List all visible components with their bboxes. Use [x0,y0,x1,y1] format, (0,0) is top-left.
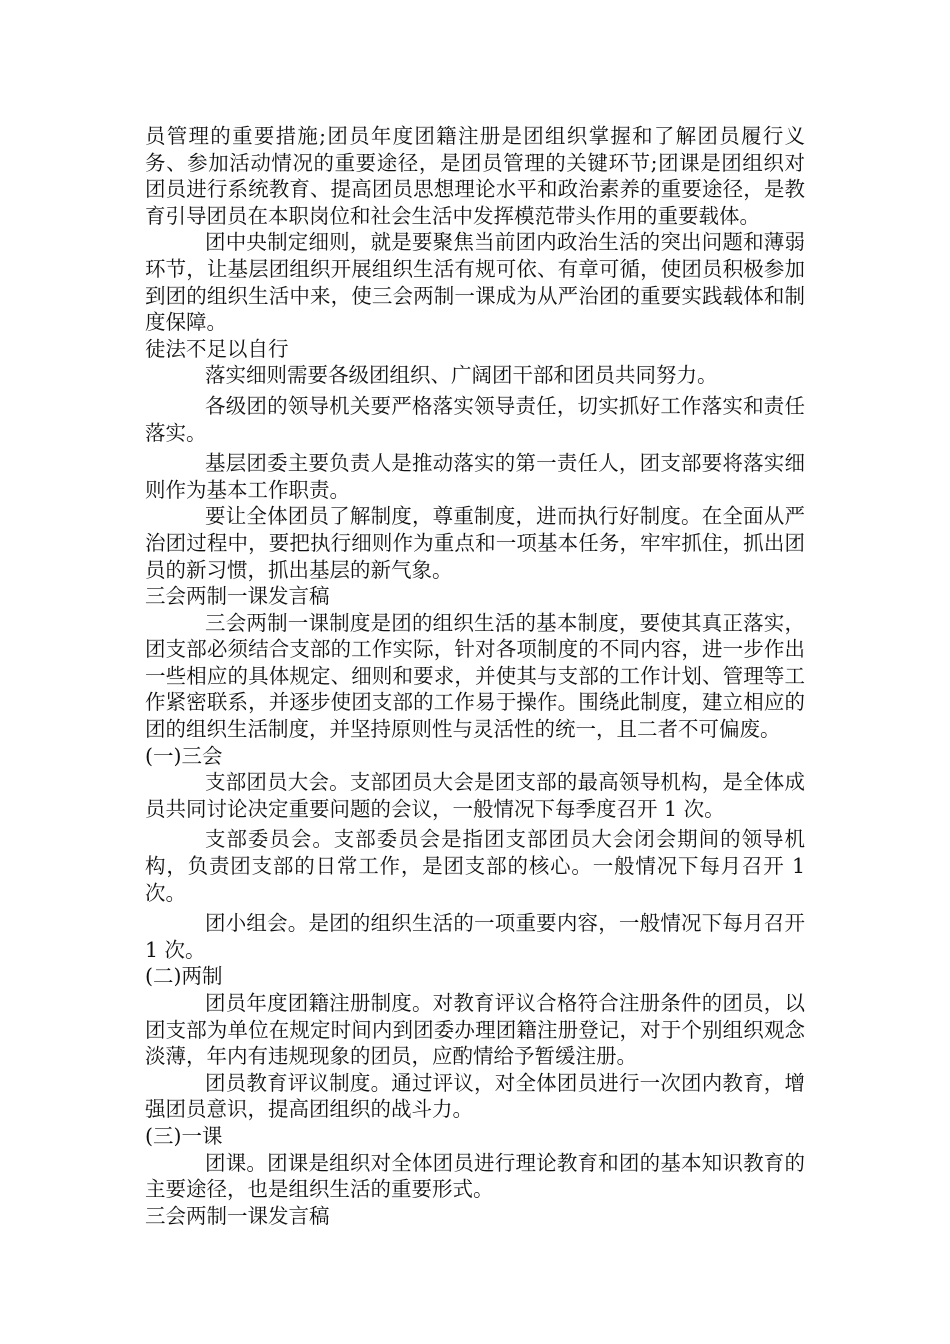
paragraph: 落实细则需要各级团组织、广阔团干部和团员共同努力。 [205,363,718,388]
paragraph: 各级团的领导机关要严格落实领导责任，切实抓好工作落实和责任落实。 [145,393,805,445]
section-heading: 三会两制一课发言稿 [145,584,330,609]
paragraph: 团中央制定细则，就是要聚焦当前团内政治生活的突出问题和薄弱环节，让基层团组织开展组织生活有规可依、有章可循，使团员积极参加到团的组织生活中来，使三会两制一课成为从严治团的重要实践载体和制度保障。 [145,230,805,335]
paragraph: 团小组会。是团的组织生活的一项重要内容，一般情况下每月召开 1 次。 [145,911,805,962]
paragraph-continuation: 员管理的重要措施;团员年度团籍注册是团组织掌握和了解团员履行义务、参加活动情况的重要途径，是团员管理的关键环节;团课是团组织对团员进行系统教育、提高团员思想理论水平和政治素养的重要途径，是教育引导团员在本职岗位和社会生活中发挥模范带头作用的重要载体。 [145,124,805,228]
paragraph: 支部团员大会。支部团员大会是团支部的最高领导机构，是全体成员共同讨论决定重要问题的会议，一般情况下每季度召开 1 次。 [145,770,805,821]
paragraph: 团课。团课是组织对全体团员进行理论教育和团的基本知识教育的主要途径，也是组织生活的重要形式。 [145,1150,805,1202]
paragraph: 基层团委主要负责人是推动落实的第一责任人，团支部要将落实细则作为基本工作职责。 [145,451,805,502]
paragraph: 要让全体团员了解制度，尊重制度，进而执行好制度。在全面从严治团过程中，要把执行细则作为重点和一项基本任务，牢牢抓住，抓出团员的新习惯，抓出基层的新气象。 [145,504,805,582]
paragraph: 三会两制一课制度是团的组织生活的基本制度，要使其真正落实，团支部必须结合支部的工作实际，针对各项制度的不同内容，进一步作出一些相应的具体规定、细则和要求，并使其与支部的工作计划、管理等工作紧密联系，并逐步使团支部的工作易于操作。围绕此制度，建立相应的团的组织生活制度，并坚持原则性与灵活性的统一，且二者不可偏废。 [145,610,805,742]
document-body [145,123,805,1229]
paragraph: 支部委员会。支部委员会是指团支部团员大会闭会期间的领导机构，负责团支部的日常工作，是团支部的核心。一般情况下每月召开 1 次。 [145,827,805,905]
section-heading: 徒法不足以自行 [145,336,289,361]
section-heading: (三)一课 [145,1123,223,1148]
section-heading: (二)两制 [145,964,223,989]
paragraph: 团员教育评议制度。通过评议，对全体团员进行一次团内教育，增强团员意识，提高团组织的战斗力。 [145,1070,805,1122]
section-heading: 三会两制一课发言稿 [145,1203,330,1228]
paragraph: 团员年度团籍注册制度。对教育评议合格符合注册条件的团员，以团支部为单位在规定时间内到团委办理团籍注册登记，对于个别组织观念淡薄，年内有违规现象的团员，应酌情给予暂缓注册。 [145,991,805,1069]
section-heading: (一)三会 [145,743,223,768]
